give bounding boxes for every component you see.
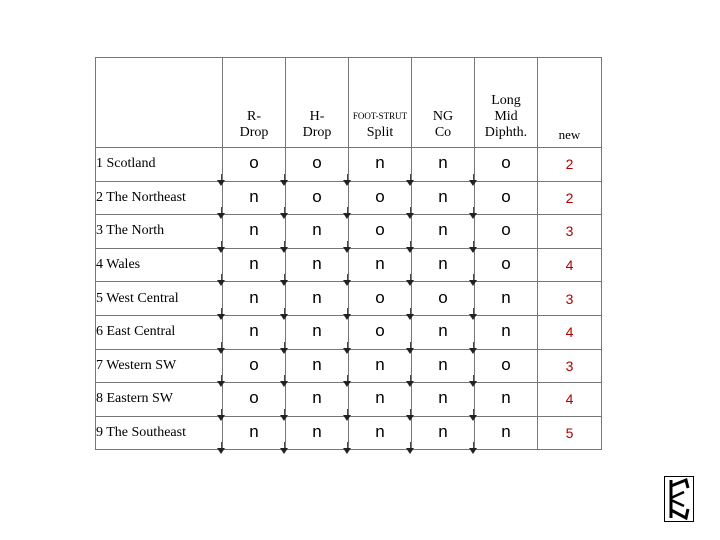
table-row	[96, 215, 602, 249]
table-row	[96, 148, 602, 182]
feature-value-cell	[412, 315, 475, 349]
feature-value-cell	[349, 315, 412, 349]
feature-value-cell	[412, 282, 475, 316]
arrow-down-icon	[280, 448, 288, 454]
feature-value-cell	[475, 215, 538, 249]
region-name: 7 Western SW	[96, 349, 223, 383]
table-row	[96, 416, 602, 450]
header-row	[96, 58, 602, 148]
feature-value: o	[375, 186, 385, 206]
header-line: Drop	[302, 125, 332, 140]
header-line: H-	[309, 109, 325, 124]
feature-value: n	[438, 186, 448, 206]
header-line: R-	[247, 109, 261, 124]
header-line: Co	[434, 125, 452, 140]
feature-value-cell	[349, 383, 412, 417]
region-name: 2 The Northeast	[96, 181, 223, 215]
feature-value: n	[438, 153, 448, 173]
feature-value-cell	[223, 248, 286, 282]
feature-value-cell	[412, 148, 475, 182]
feature-value: o	[501, 254, 511, 274]
feature-value: n	[312, 422, 322, 442]
header-long-mid-diphth	[475, 58, 538, 148]
feature-value: o	[438, 287, 448, 307]
region-name: 1 Scotland	[96, 148, 223, 182]
feature-value: n	[249, 422, 259, 442]
feature-value-cell	[475, 181, 538, 215]
header-line: Long	[491, 93, 521, 108]
feature-value: n	[249, 287, 259, 307]
feature-value: n	[249, 321, 259, 341]
dialect-feature-table	[95, 57, 602, 450]
feature-value: n	[501, 422, 511, 442]
feature-value-cell	[286, 248, 349, 282]
feature-value-cell	[223, 181, 286, 215]
region-name: 4 Wales	[96, 248, 223, 282]
feature-value: o	[249, 153, 259, 173]
feature-value: o	[501, 186, 511, 206]
feature-value-cell	[223, 349, 286, 383]
region-name: 5 West Central	[96, 282, 223, 316]
feature-value-cell	[475, 282, 538, 316]
feature-value: o	[501, 153, 511, 173]
new-count: 4	[538, 315, 602, 349]
feature-value-cell	[223, 282, 286, 316]
header-line: Split	[366, 125, 394, 140]
table-body	[96, 148, 602, 450]
feature-value: o	[312, 153, 322, 173]
arrow-down-icon	[343, 448, 351, 454]
feature-value: n	[438, 220, 448, 240]
feature-value: n	[438, 254, 448, 274]
header-h-drop	[286, 58, 349, 148]
feature-value: n	[375, 354, 385, 374]
new-count: 4	[538, 248, 602, 282]
feature-value: n	[375, 388, 385, 408]
new-count: 5	[538, 416, 602, 450]
feature-value: n	[501, 321, 511, 341]
feature-value: n	[501, 287, 511, 307]
feature-value: o	[249, 354, 259, 374]
feature-value: n	[375, 153, 385, 173]
feature-value: o	[501, 220, 511, 240]
feature-value-cell	[286, 383, 349, 417]
header-line: FOOT-STRUT	[352, 111, 408, 121]
feature-value-cell	[223, 383, 286, 417]
feature-value-cell	[223, 416, 286, 450]
feature-value: n	[249, 254, 259, 274]
arrow-down-icon	[217, 448, 225, 454]
feature-value-cell	[286, 315, 349, 349]
feature-value-cell	[349, 215, 412, 249]
feature-value: n	[312, 220, 322, 240]
feature-value-cell	[475, 315, 538, 349]
header-line: new	[558, 127, 581, 142]
table-row	[96, 282, 602, 316]
feature-value-cell	[286, 416, 349, 450]
region-name: 9 The Southeast	[96, 416, 223, 450]
feature-value-cell	[349, 248, 412, 282]
region-name: 6 East Central	[96, 315, 223, 349]
feature-value-cell	[412, 248, 475, 282]
feature-value-cell	[286, 181, 349, 215]
region-name: 3 The North	[96, 215, 223, 249]
header-foot-strut-split	[349, 58, 412, 148]
feature-value: n	[312, 321, 322, 341]
feature-value: n	[438, 321, 448, 341]
feature-value-cell	[286, 349, 349, 383]
feature-value-cell	[349, 181, 412, 215]
feature-value-cell	[412, 215, 475, 249]
feature-value: n	[438, 422, 448, 442]
new-count: 3	[538, 282, 602, 316]
new-count: 3	[538, 215, 602, 249]
feature-value-cell	[412, 383, 475, 417]
header-ng-co	[412, 58, 475, 148]
feature-value: n	[438, 388, 448, 408]
feature-value-cell	[349, 282, 412, 316]
feature-value-cell	[223, 315, 286, 349]
header-line: Diphth.	[484, 125, 528, 140]
feature-value-cell	[286, 148, 349, 182]
feature-value: n	[312, 354, 322, 374]
table-row	[96, 248, 602, 282]
feature-value-cell	[223, 215, 286, 249]
feature-value: n	[375, 254, 385, 274]
corner-cell	[96, 58, 223, 148]
region-name: 8 Eastern SW	[96, 383, 223, 417]
table-row	[96, 315, 602, 349]
feature-value: n	[249, 186, 259, 206]
arrow-down-icon	[406, 448, 414, 454]
feature-value-cell	[412, 416, 475, 450]
table-row	[96, 383, 602, 417]
feature-value: o	[375, 321, 385, 341]
new-count: 2	[538, 181, 602, 215]
new-count: 3	[538, 349, 602, 383]
feature-value: n	[312, 388, 322, 408]
feature-value: n	[312, 254, 322, 274]
table-row	[96, 181, 602, 215]
feature-value-cell	[475, 383, 538, 417]
header-line: Drop	[239, 125, 269, 140]
feature-value-cell	[349, 349, 412, 383]
feature-value-cell	[286, 215, 349, 249]
new-count: 4	[538, 383, 602, 417]
feature-value: o	[501, 354, 511, 374]
feature-value: n	[249, 220, 259, 240]
feature-value-cell	[412, 349, 475, 383]
new-count: 2	[538, 148, 602, 182]
feature-value-cell	[286, 282, 349, 316]
header-line: NG	[432, 109, 454, 124]
feature-value: n	[312, 287, 322, 307]
arrow-down-icon	[469, 448, 477, 454]
header-new	[538, 58, 602, 148]
feature-value: o	[249, 388, 259, 408]
feature-value: o	[375, 287, 385, 307]
feature-value-cell	[223, 148, 286, 182]
feature-value: n	[438, 354, 448, 374]
feature-value-cell	[475, 416, 538, 450]
feature-value: o	[312, 186, 322, 206]
table-row	[96, 349, 602, 383]
feature-value-cell	[349, 416, 412, 450]
runic-logo-icon	[664, 476, 694, 522]
feature-value: n	[375, 422, 385, 442]
feature-value: n	[501, 388, 511, 408]
feature-value-cell	[412, 181, 475, 215]
feature-value-cell	[475, 349, 538, 383]
feature-value-cell	[475, 148, 538, 182]
feature-value-cell	[475, 248, 538, 282]
feature-value-cell	[349, 148, 412, 182]
header-line: Mid	[494, 109, 518, 124]
header-r-drop	[223, 58, 286, 148]
feature-value: o	[375, 220, 385, 240]
